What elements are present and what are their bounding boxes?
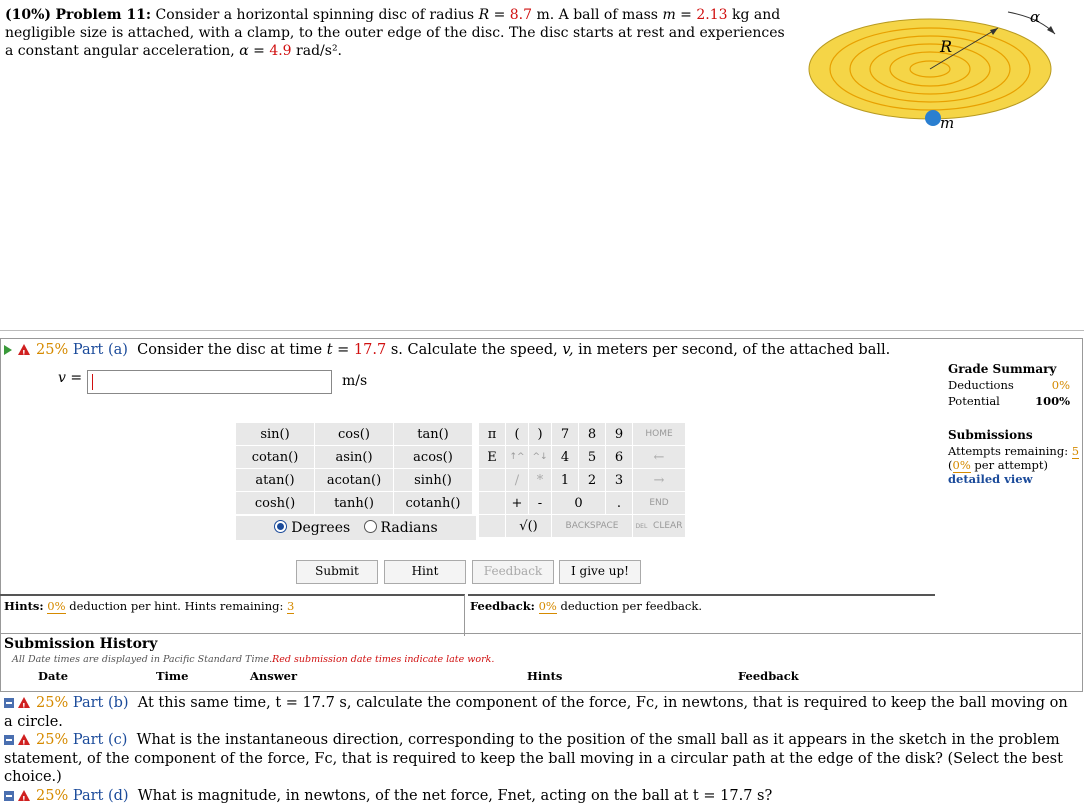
calc-tanh[interactable]: tanh() — [315, 492, 394, 515]
calc-sin[interactable]: sin() — [236, 423, 315, 446]
key-clear[interactable] — [633, 515, 686, 538]
part-c-weight: 25% — [36, 732, 69, 748]
key-plus[interactable]: + — [506, 492, 529, 515]
part-a-text: in meters per second, of the attached ball. — [578, 342, 891, 358]
feedback-pct: 0% — [538, 599, 557, 613]
label-alpha: α — [1030, 8, 1041, 26]
key-0[interactable]: 0 — [552, 492, 606, 515]
time-value: 17.7 — [353, 342, 387, 358]
key-end[interactable]: END — [633, 492, 686, 515]
part-a-text: Consider the disc at time — [137, 342, 323, 358]
part-d-text: What is magnitude, in newtons, of the net force, Fnet, acting on the ball at t = 17.7 s? — [137, 787, 773, 804]
attempts-value: 5 — [1071, 444, 1080, 458]
alpha-value: 4.9 — [269, 43, 292, 59]
radius-value: 8.7 — [509, 7, 533, 23]
collapse-icon[interactable] — [4, 735, 14, 745]
key-2[interactable]: 2 — [579, 469, 606, 492]
part-a-label: Part (a) — [72, 342, 128, 358]
key-left-arrow[interactable]: ← — [633, 446, 686, 469]
calc-sinh[interactable]: sinh() — [394, 469, 473, 492]
radius-unit: m. — [536, 7, 555, 23]
key-clear-label: CLEAR — [653, 521, 683, 531]
mass-value: 2.13 — [696, 7, 728, 23]
degrees-label: Degrees — [291, 520, 351, 536]
submission-history-note — [12, 654, 494, 665]
feedback-button[interactable]: Feedback — [472, 560, 554, 584]
warning-icon — [18, 697, 30, 708]
calc-acotan[interactable]: acotan() — [315, 469, 394, 492]
problem-weight: (10%) — [5, 7, 52, 23]
label-R: R — [940, 37, 953, 56]
key-8[interactable]: 8 — [579, 423, 606, 446]
calc-cotan[interactable]: cotan() — [236, 446, 315, 469]
hints-pct: 0% — [47, 599, 66, 613]
key-divide[interactable]: / — [506, 469, 529, 492]
submissions-title: Submissions — [948, 428, 1033, 442]
degrees-radio[interactable] — [274, 520, 350, 536]
key-blank — [479, 469, 506, 492]
answer-input[interactable] — [87, 370, 332, 394]
grade-summary: Grade Summary Deductions 0% Potential 100% Submissions Attempts remaining: 5 (0% per attempt) detailed view — [948, 362, 1080, 486]
part-d[interactable] — [4, 787, 1080, 806]
key-4[interactable]: 4 — [552, 446, 579, 469]
radio-unchecked-icon — [364, 520, 377, 533]
key-1[interactable]: 1 — [552, 469, 579, 492]
collapse-icon[interactable] — [4, 791, 14, 801]
hints-label: Hints: — [4, 599, 44, 613]
other-parts — [4, 694, 1080, 805]
feedback-panel — [468, 594, 935, 636]
col-date: Date — [38, 669, 69, 683]
deductions-label: Deductions — [948, 378, 1014, 392]
per-attempt-text: per attempt) — [974, 458, 1049, 472]
time-symbol: t — [326, 342, 333, 358]
text-caret — [92, 374, 93, 390]
key-9[interactable]: 9 — [606, 423, 633, 446]
key-decimal[interactable]: . — [606, 492, 633, 515]
key-home[interactable]: HOME — [633, 423, 686, 446]
per-attempt-pct: 0% — [952, 458, 971, 472]
detailed-view-link[interactable]: detailed view — [948, 472, 1033, 486]
timezone-note: All Date times are displayed in Pacific Standard Time. — [12, 654, 273, 665]
warning-icon — [18, 790, 30, 801]
calc-cotanh[interactable]: cotanh() — [394, 492, 473, 515]
part-a-header — [4, 341, 890, 359]
part-a-weight: 25% — [36, 342, 69, 358]
feedback-label: Feedback: — [470, 599, 535, 613]
calc-asin[interactable]: asin() — [315, 446, 394, 469]
give-up-button[interactable]: I give up! — [559, 560, 641, 584]
problem-text: A ball of mass — [558, 7, 658, 23]
key-del[interactable]: DEL — [635, 523, 648, 530]
part-d-weight: 25% — [36, 787, 69, 804]
submission-history-title: Submission History — [4, 636, 158, 652]
key-pi[interactable]: π — [479, 423, 506, 446]
expand-icon[interactable] — [4, 345, 12, 355]
answer-label — [58, 370, 82, 386]
equals: = — [253, 43, 265, 59]
potential-label: Potential — [948, 394, 1000, 408]
submit-button[interactable]: Submit — [296, 560, 378, 584]
speed-symbol: v, — [562, 342, 574, 358]
key-minus[interactable]: - — [529, 492, 552, 515]
grade-summary-title: Grade Summary — [948, 362, 1057, 376]
part-b-weight: 25% — [36, 695, 69, 711]
hints-panel — [0, 594, 465, 636]
col-feedback: Feedback — [738, 669, 799, 683]
answer-label-text: v = — [58, 370, 83, 386]
answer-unit: m/s — [342, 373, 368, 389]
calc-cosh[interactable]: cosh() — [236, 492, 315, 515]
potential-value: 100% — [1035, 394, 1070, 408]
part-c-label: Part (c) — [72, 732, 128, 748]
problem-statement — [5, 6, 795, 60]
alpha-symbol: α — [239, 43, 249, 59]
calc-atan[interactable]: atan() — [236, 469, 315, 492]
key-blank — [479, 515, 506, 538]
key-3[interactable]: 3 — [606, 469, 633, 492]
disc-figure — [800, 0, 1060, 140]
key-power-down[interactable]: ^↓ — [529, 446, 552, 469]
label-m: m — [940, 114, 955, 132]
col-time: Time — [156, 669, 189, 683]
attempts-label: Attempts remaining: — [948, 444, 1069, 458]
key-sqrt[interactable]: √() — [506, 515, 552, 538]
radius-symbol: R — [478, 7, 490, 23]
mass-symbol: m — [662, 7, 676, 23]
part-d-label: Part (d) — [72, 787, 129, 804]
function-keypad — [235, 422, 473, 515]
collapse-icon[interactable] — [4, 698, 14, 708]
radio-checked-icon — [274, 520, 287, 533]
key-close-paren[interactable]: ) — [529, 423, 552, 446]
key-e[interactable]: E — [479, 446, 506, 469]
problem-text: Consider a horizontal spinning disc of radius — [155, 7, 475, 23]
key-7[interactable]: 7 — [552, 423, 579, 446]
alpha-unit: rad/s². — [296, 43, 343, 59]
calc-cos[interactable]: cos() — [315, 423, 394, 446]
equals: = — [337, 342, 350, 358]
divider — [0, 633, 1081, 634]
key-blank — [479, 492, 506, 515]
col-hints: Hints — [527, 669, 563, 683]
key-open-paren[interactable]: ( — [506, 423, 529, 446]
key-power-up[interactable]: ↑^ — [506, 446, 529, 469]
number-keypad — [478, 422, 686, 538]
key-5[interactable]: 5 — [579, 446, 606, 469]
divider — [0, 330, 1084, 331]
calc-acos[interactable]: acos() — [394, 446, 473, 469]
alpha-arrowhead — [1047, 26, 1055, 34]
feedback-text: deduction per feedback. — [560, 599, 702, 613]
calc-tan[interactable]: tan() — [394, 423, 473, 446]
part-a-text: s. Calculate the speed, — [390, 342, 558, 358]
mass-unit: kg — [731, 7, 750, 23]
warning-icon — [18, 734, 30, 745]
key-multiply[interactable]: * — [529, 469, 552, 492]
part-b[interactable] — [4, 694, 1080, 731]
deductions-value: 0% — [1051, 378, 1070, 392]
part-b-text: At this same time, t = 17.7 s, calculate the component of the force, Fc, in newtons, that is required to keep the ball moving on a circle. — [4, 695, 1068, 730]
part-c[interactable] — [4, 731, 1080, 787]
problem-text: and negligible size is attached, with a clamp, to the outer edge of the disc. The disc starts at rest and experiences a constant angular acceleration, — [5, 7, 785, 59]
equals: = — [493, 7, 506, 23]
late-note: Red submission date times indicate late work. — [272, 654, 495, 665]
ball — [925, 110, 941, 126]
radians-radio[interactable] — [364, 520, 438, 536]
hints-text: deduction per hint. Hints remaining: — [69, 599, 284, 613]
warning-icon — [18, 344, 30, 355]
equals: = — [680, 7, 692, 23]
key-backspace[interactable]: BACKSPACE — [552, 515, 633, 538]
key-right-arrow[interactable]: → — [633, 469, 686, 492]
key-6[interactable]: 6 — [606, 446, 633, 469]
radians-label: Radians — [380, 520, 438, 536]
angle-mode — [236, 516, 476, 540]
part-b-label: Part (b) — [72, 695, 129, 711]
hints-remaining: 3 — [287, 599, 295, 613]
col-answer: Answer — [250, 669, 298, 683]
problem-title: Problem 11: — [55, 7, 152, 23]
hint-button[interactable]: Hint — [384, 560, 466, 584]
part-c-text: What is the instantaneous direction, corresponding to the position of the small ball as it appears in the sketch in the problem statement, of the component of the force, Fc, that is required to keep the ball moving in a circular path at the edge of the disk? (Select the best choice.) — [4, 732, 1063, 785]
